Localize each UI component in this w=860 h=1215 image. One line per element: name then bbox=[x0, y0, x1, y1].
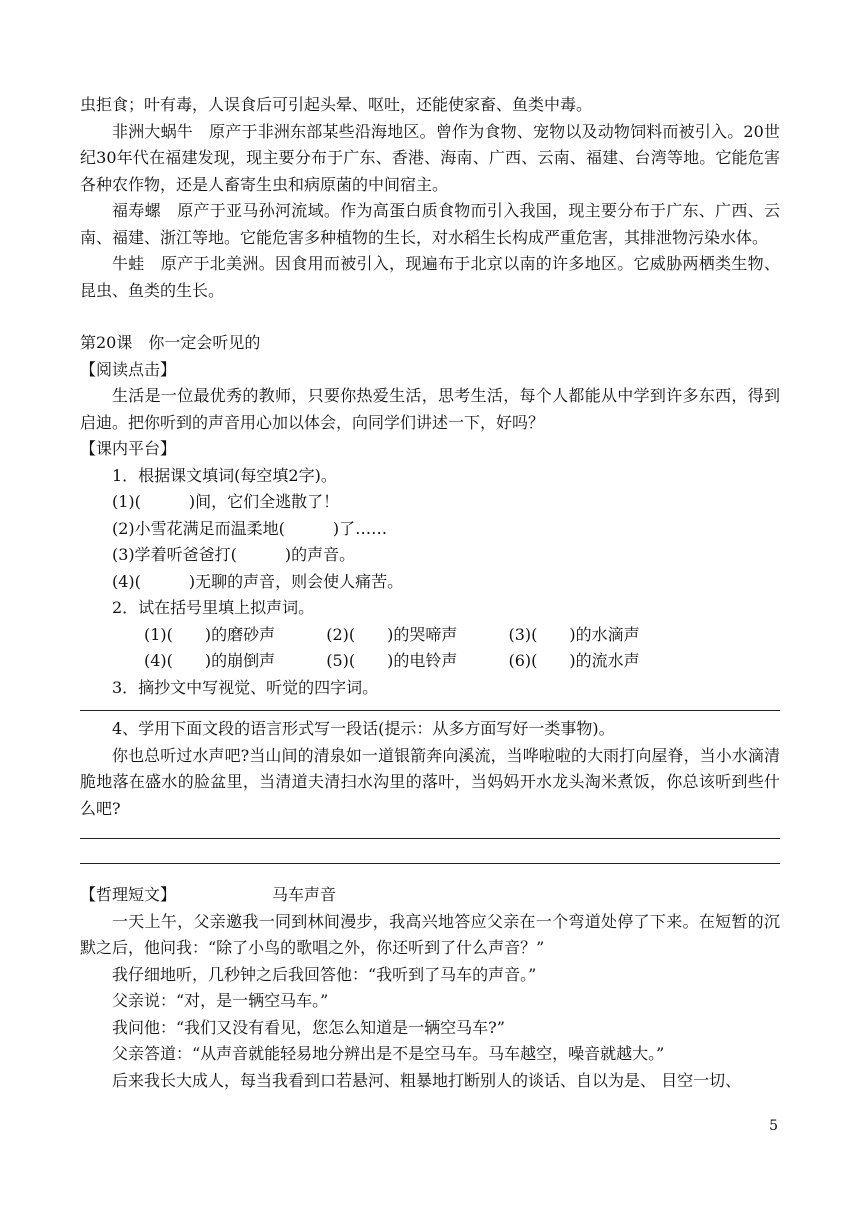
question-3: 3．摘抄文中写视觉、听觉的四字词。 bbox=[112, 677, 379, 697]
question-4: 4、学用下面文段的语言形式写一段话(提示：从多方面写好一类事物)。 bbox=[112, 719, 615, 738]
question-1-item: (2)小雪花满足而温柔地( )了…… bbox=[112, 518, 388, 538]
intro-paragraph-3: 福寿螺 原产于亚马孙河流域。作为高蛋白质食物而引入我国，现主要分布于广东、广西、云南、福建、浙江等地。它能危害多种植物的生长，对水稻生长构成严重危害，其排泄物污染水体。 bbox=[80, 201, 780, 247]
intro-paragraph-4: 牛蛙 原产于北美洲。因食用而被引入，现遍布于北京以南的许多地区。它威胁两栖类生物、昆虫、鱼类的生长。 bbox=[80, 254, 780, 300]
reading-text: 生活是一位最优秀的教师，只要你热爱生活，思考生活，每个人都能从中学到许多东西，得到启迪。把你听到的声音用心加以体会，向同学们讲述一下，好吗？ bbox=[80, 386, 780, 432]
essay-header: 【哲理短文】 bbox=[80, 885, 177, 904]
platform-header: 【课内平台】 bbox=[80, 439, 177, 458]
question-2-item: (1)( )的磨砂声 bbox=[144, 624, 276, 644]
essay-paragraph: 我仔细地听，几秒钟之后我回答他：“我听到了马车的声音。” bbox=[112, 964, 537, 984]
intro-paragraph-1: 虫拒食；叶有毒，人误食后可引起头晕、呕吐，还能使家畜、鱼类中毒。 bbox=[80, 95, 593, 114]
essay-heading bbox=[80, 882, 780, 909]
essay-paragraph: 父亲说：“对，是一辆空马车。” bbox=[112, 991, 329, 1010]
essay-paragraph: 父亲答道：“从声音就能轻易地分辨出是不是空马车。马车越空，噪音就越大。” bbox=[112, 1044, 665, 1063]
section-spacer bbox=[80, 304, 780, 330]
lesson-title: 第20课 你一定会听见的 bbox=[80, 333, 261, 352]
question-1-item: (4)( )无聊的声音，则会使人痛苦。 bbox=[112, 571, 404, 591]
question-2-item: (4)( )的崩倒声 bbox=[144, 651, 276, 670]
essay-title: 马车声音 bbox=[272, 885, 337, 904]
question-4-text: 你也总听过水声吧?当山间的清泉如一道银箭奔向溪流，当哗啦啦的大雨打向屋脊，当小水滴清脆地落在盛水的脸盆里，当清道夫清扫水沟里的落叶，当妈妈开水龙头淘米煮饭，你总该听到些什么吧? bbox=[80, 745, 780, 818]
question-1: 1．根据课文填词(每空填2字)。 bbox=[112, 465, 337, 485]
question-1-item: (3)学着听爸爸打( )的声音。 bbox=[112, 545, 356, 564]
question-2-row bbox=[80, 622, 780, 649]
question-2-item: (2)( )的哭啼声 bbox=[326, 624, 458, 644]
question-2-item: (3)( )的水滴声 bbox=[508, 624, 640, 644]
question-2-item: (6)( )的流水声 bbox=[508, 651, 640, 670]
question-2-item: (5)( )的电铃声 bbox=[326, 651, 458, 670]
question-2-row bbox=[80, 648, 780, 675]
essay-paragraph: 我问他：“我们又没有看见，您怎么知道是一辆空马车?” bbox=[112, 1017, 505, 1037]
answer-line bbox=[80, 838, 780, 839]
question-2: 2．试在括号里填上拟声词。 bbox=[112, 598, 315, 617]
essay-paragraph: 后来我长大成人，每当我看到口若悬河、粗暴地打断别人的谈话、自以为是、 目空一切、 bbox=[112, 1070, 742, 1090]
page-content bbox=[80, 92, 780, 1094]
intro-paragraph-2: 非洲大蜗牛 原产于非洲东部某些沿海地区。曾作为食物、宠物以及动物饲料而被引入。20世纪30年代在福建发现，现主要分布于广东、香港、海南、广西、云南、福建、台湾等地。它能危害各种农作物，还是人畜寄生虫和病原菌的中间宿主。 bbox=[80, 121, 780, 194]
essay-paragraph: 一天上午，父亲邀我一同到林间漫步，我高兴地答应父亲在一个弯道处停了下来。在短暂的沉默之后，他问我：“除了小鸟的歌唱之外，你还听到了什么声音？” bbox=[80, 911, 780, 957]
answer-line bbox=[80, 863, 780, 864]
answer-line bbox=[80, 710, 780, 711]
page-number: 5 bbox=[769, 1118, 778, 1134]
question-1-item: (1)( )间，它们全逃散了！ bbox=[112, 492, 340, 511]
reading-header: 【阅读点击】 bbox=[80, 359, 177, 379]
